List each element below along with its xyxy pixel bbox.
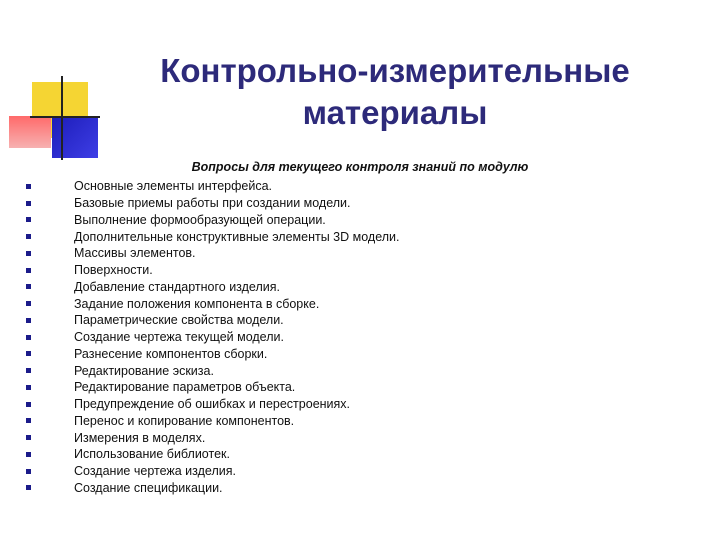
square-bullet-icon bbox=[26, 217, 31, 222]
list-item-text: Выполнение формообразующей операции. bbox=[74, 212, 326, 227]
square-bullet-icon bbox=[26, 418, 31, 423]
list-item-text: Использование библиотек. bbox=[74, 447, 230, 462]
list-item bbox=[26, 228, 399, 245]
list-item bbox=[26, 480, 399, 497]
list-item bbox=[26, 379, 399, 396]
square-bullet-icon bbox=[26, 385, 31, 390]
square-bullet-icon bbox=[26, 335, 31, 340]
list-item bbox=[26, 463, 399, 480]
square-bullet-icon bbox=[26, 251, 31, 256]
slide-subtitle: Вопросы для текущего контроля знаний по модулю bbox=[191, 160, 529, 174]
list-item-text: Поверхности. bbox=[74, 263, 153, 278]
decor-horizontal-line bbox=[30, 116, 100, 118]
list-item-text: Массивы элементов. bbox=[74, 246, 196, 261]
square-bullet-icon bbox=[26, 301, 31, 306]
list-item bbox=[26, 413, 399, 430]
decor-vertical-line bbox=[61, 76, 63, 160]
square-bullet-icon bbox=[26, 184, 31, 189]
list-item-text: Основные элементы интерфейса. bbox=[74, 179, 273, 194]
list-item bbox=[26, 178, 399, 195]
square-bullet-icon bbox=[26, 351, 31, 356]
square-bullet-icon bbox=[26, 284, 31, 289]
list-item-text: Создание чертежа текущей модели. bbox=[74, 330, 284, 345]
list-item bbox=[26, 446, 399, 463]
square-bullet-icon bbox=[26, 485, 31, 490]
list-item bbox=[26, 346, 399, 363]
list-item bbox=[26, 262, 399, 279]
list-item-text: Перенос и копирование компонентов. bbox=[74, 413, 295, 428]
list-item bbox=[26, 329, 399, 346]
list-item bbox=[26, 429, 399, 446]
square-bullet-icon bbox=[26, 368, 31, 373]
question-list bbox=[26, 178, 399, 496]
list-item-text: Создание чертежа изделия. bbox=[74, 464, 236, 479]
square-bullet-icon bbox=[26, 268, 31, 273]
list-item bbox=[26, 396, 399, 413]
list-item bbox=[26, 245, 399, 262]
list-item bbox=[26, 279, 399, 296]
list-item-text: Разнесение компонентов сборки. bbox=[74, 346, 268, 361]
slide-title bbox=[100, 50, 690, 134]
list-item-text: Предупреждение об ошибках и перестроениях. bbox=[74, 397, 351, 412]
square-bullet-icon bbox=[26, 469, 31, 474]
list-item bbox=[26, 312, 399, 329]
square-bullet-icon bbox=[26, 318, 31, 323]
list-item bbox=[26, 195, 399, 212]
decor-blue-square bbox=[52, 116, 98, 158]
slide-title-line2: материалы bbox=[302, 94, 488, 131]
slide-title-line1: Контрольно-измерительные bbox=[160, 52, 630, 89]
list-item-text: Добавление стандартного изделия. bbox=[74, 279, 280, 294]
square-bullet-icon bbox=[26, 402, 31, 407]
list-item bbox=[26, 212, 399, 229]
square-bullet-icon bbox=[26, 435, 31, 440]
list-item-text: Измерения в моделях. bbox=[74, 430, 206, 445]
list-item-text: Создание спецификации. bbox=[74, 480, 223, 495]
decor-red-square bbox=[9, 116, 51, 148]
list-item-text: Параметрические свойства модели. bbox=[74, 313, 284, 328]
square-bullet-icon bbox=[26, 234, 31, 239]
list-item-text: Базовые приемы работы при создании модели. bbox=[74, 196, 351, 211]
list-item-text: Редактирование эскиза. bbox=[74, 363, 214, 378]
square-bullet-icon bbox=[26, 452, 31, 457]
square-bullet-icon bbox=[26, 201, 31, 206]
list-item-text: Дополнительные конструктивные элементы 3D модели. bbox=[74, 229, 400, 244]
list-item bbox=[26, 362, 399, 379]
list-item bbox=[26, 295, 399, 312]
list-item-text: Задание положения компонента в сборке. bbox=[74, 296, 320, 311]
list-item-text: Редактирование параметров объекта. bbox=[74, 380, 296, 395]
